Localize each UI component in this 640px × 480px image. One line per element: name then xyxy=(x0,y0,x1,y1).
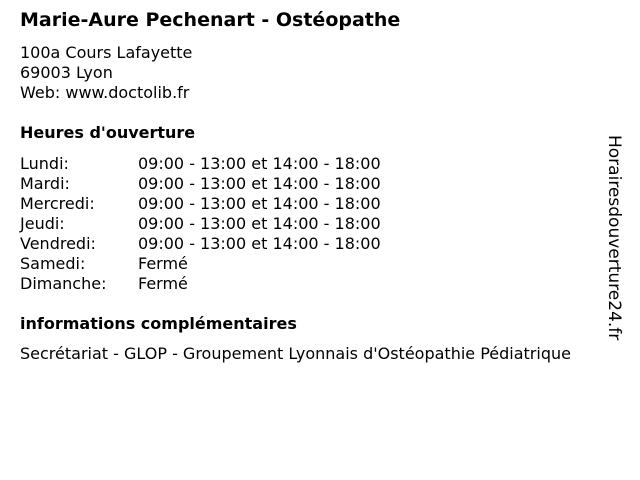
watermark: Horairesdouverture24.fr xyxy=(604,135,624,341)
address-street: 100a Cours Lafayette xyxy=(20,43,193,62)
website[interactable]: Web: www.doctolib.fr xyxy=(20,83,190,102)
address-city: 69003 Lyon xyxy=(20,63,113,82)
day-label: Samedi: xyxy=(20,254,86,273)
time-value: 09:00 - 13:00 et 14:00 - 18:00 xyxy=(138,174,381,193)
day-label: Mercredi: xyxy=(20,194,95,213)
day-label: Mardi: xyxy=(20,174,70,193)
info-heading: informations complémentaires xyxy=(20,314,297,333)
time-value: 09:00 - 13:00 et 14:00 - 18:00 xyxy=(138,194,381,213)
time-value: 09:00 - 13:00 et 14:00 - 18:00 xyxy=(138,234,381,253)
day-label: Lundi: xyxy=(20,154,69,173)
time-value: Fermé xyxy=(138,274,188,293)
day-label: Dimanche: xyxy=(20,274,107,293)
time-value: 09:00 - 13:00 et 14:00 - 18:00 xyxy=(138,214,381,233)
time-value: 09:00 - 13:00 et 14:00 - 18:00 xyxy=(138,154,381,173)
hours-heading: Heures d'ouverture xyxy=(20,123,196,142)
time-value: Fermé xyxy=(138,254,188,273)
day-label: Jeudi: xyxy=(20,214,65,233)
info-text: Secrétariat - GLOP - Groupement Lyonnais d'Ostéopathie Pédiatrique xyxy=(20,344,571,363)
business-address xyxy=(20,43,192,103)
page-title: Marie-Aure Pechenart - Ostéopathe xyxy=(20,9,401,31)
day-label: Vendredi: xyxy=(20,234,96,253)
